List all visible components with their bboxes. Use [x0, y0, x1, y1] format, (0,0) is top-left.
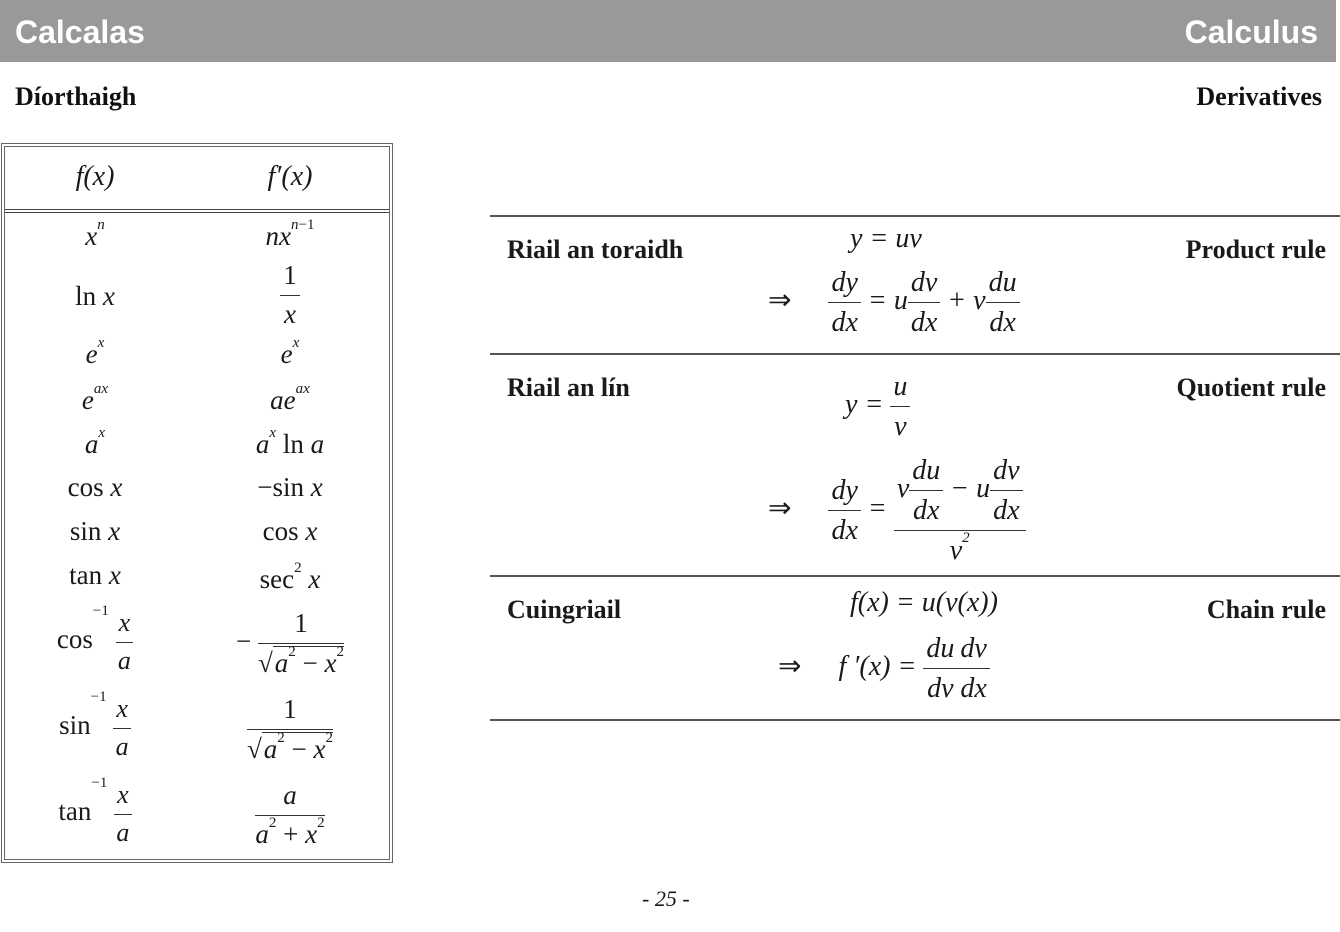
- cell-f: $x^n$: [85, 217, 105, 251]
- table-row: [5, 217, 389, 261]
- table-row: [5, 560, 389, 600]
- section-title-english: Derivatives: [1196, 82, 1322, 111]
- cell-df: −sin x: [257, 472, 323, 502]
- cell-df: $a^x$ ln a: [255, 425, 325, 459]
- table-header: [5, 147, 389, 213]
- differentiation-rules: [490, 215, 1340, 721]
- table-row: [5, 259, 389, 329]
- cell-df: − $\frac{1}{√a^2 - x^2}$: [190, 607, 390, 681]
- cell-f: $\cos^{-1}$ $\frac{x}{a}$: [5, 607, 185, 677]
- table-row: [5, 472, 389, 512]
- cell-df: $ae^{ax}$: [270, 381, 310, 415]
- cell-f: $a^x$: [84, 425, 106, 459]
- rule-equation-1: f(x) = u(v(x)): [850, 587, 998, 618]
- table-row: [5, 689, 389, 773]
- table-row: [5, 775, 389, 859]
- quotient-rule: [490, 353, 1340, 575]
- rule-equation-2: ⇒ $\frac{dy}{dx}$ = u $\frac{dv}{dx}$ + v $\frac{du}{dx}$: [768, 265, 1020, 340]
- chain-rule: [490, 575, 1340, 721]
- implies-icon: ⇒: [768, 284, 792, 316]
- table-row: [5, 603, 389, 687]
- implies-icon: ⇒: [768, 492, 792, 524]
- rule-name-irish: Riail an lín: [507, 373, 630, 402]
- cell-f: $e^x$: [85, 335, 105, 369]
- page-number: - 25 -: [642, 886, 690, 911]
- rule-equation-1: y = uv: [850, 223, 922, 254]
- banner-title-irish: Calcalas: [15, 14, 145, 50]
- cell-df: $\sec^2 x$: [259, 560, 321, 594]
- header-fx: f(x): [75, 161, 115, 192]
- cell-f: $\sin^{-1}$ $\frac{x}{a}$: [5, 693, 185, 763]
- cell-f: cos x: [67, 472, 123, 502]
- table-row: [5, 516, 389, 556]
- implies-icon: ⇒: [778, 650, 802, 682]
- cell-df: $nx^{n-1}$: [265, 217, 315, 251]
- cell-f: tan x: [69, 560, 121, 590]
- rule-name-irish: Riail an toraidh: [507, 235, 684, 264]
- rule-equation-1: y = $\frac{u}{v}$: [845, 369, 910, 444]
- cell-df: $\frac{1}{√a^2 - x^2}$: [190, 693, 390, 767]
- cell-f: sin x: [69, 516, 121, 546]
- rule-name-english: Product rule: [1185, 235, 1326, 264]
- cell-f: $e^{ax}$: [81, 381, 109, 415]
- rule-name-english: Chain rule: [1206, 595, 1326, 624]
- cell-df: $\frac{a}{a^2 + x^2}$: [255, 780, 325, 849]
- rule-equation-2: ⇒ f ′(x) = $\frac{du}{dv}$ $\frac{dv}{dx}$: [778, 631, 990, 706]
- table-row: [5, 381, 389, 425]
- product-rule: [490, 215, 1340, 353]
- rule-name-english: Quotient rule: [1176, 373, 1326, 402]
- table-row: [5, 425, 389, 469]
- banner-title-english: Calculus: [1184, 14, 1318, 50]
- page-banner: [0, 0, 1340, 62]
- rule-name-irish: Cuingriail: [507, 595, 622, 624]
- cell-f: ln x: [75, 281, 115, 311]
- table-row: [5, 335, 389, 379]
- header-dfx: f′(x): [267, 161, 313, 192]
- derivative-table: [1, 143, 393, 863]
- cell-df: cos x: [262, 516, 318, 546]
- cell-df: $e^x$: [280, 335, 300, 369]
- cell-df: $\frac{1}{x}$: [190, 259, 390, 332]
- cell-f: $\tan^{-1}$ $\frac{x}{a}$: [5, 779, 185, 849]
- rule-equation-2: ⇒ $\frac{dy}{dx}$ = v $\frac{du}{dx}$ − u $\frac{dv}{dx}$ $v^2$: [768, 453, 1026, 568]
- section-title-irish: Díorthaigh: [15, 82, 137, 111]
